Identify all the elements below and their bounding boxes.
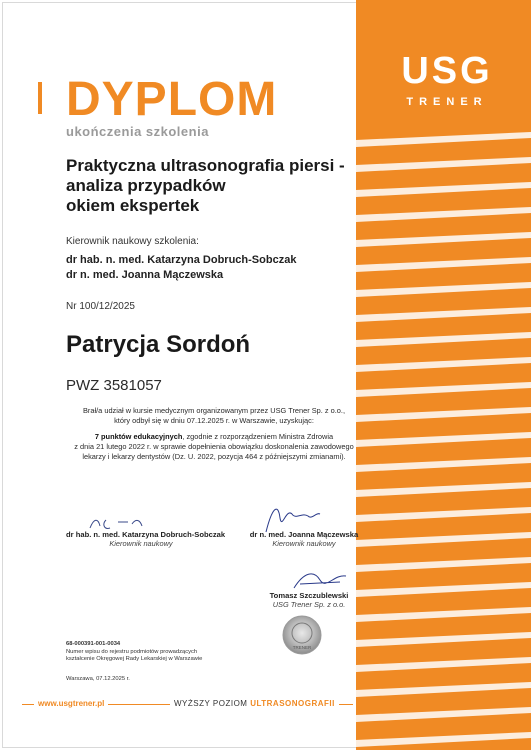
diploma-title: DYPLOM: [66, 73, 278, 126]
hologram-seal: [282, 615, 322, 655]
footer-website-link[interactable]: www.usgtrener.pl: [34, 699, 108, 708]
body-text-line: lekarzy i lekarzy dentystów (Dz. U. 2022, pozycja 464 z późniejszymi zmianami).: [82, 452, 346, 461]
scientific-director-label: Kierownik naukowy szkolenia:: [66, 236, 199, 247]
tagline-plain: WYŻSZY POZIOM: [174, 699, 251, 708]
signatory-name: dr n. med. Joanna Mączewska: [249, 530, 359, 539]
body-text-line: Brał/a udział w kursie medycznym organizowanym przez USG Trener Sp. z o.o.,: [82, 406, 346, 415]
signature-block-2: [245, 530, 363, 548]
signatory-role: Kierownik naukowy: [272, 539, 336, 548]
education-points: 7 punktów edukacyjnych: [94, 432, 183, 441]
registry-text: kształcenie Okręgowej Rady Lekarskiej w Warszawie: [66, 656, 203, 662]
course-title-line: okiem ekspertek: [66, 196, 200, 215]
body-text-line: z dnia 21 lutego 2022 r. w sprawie dopełnienia obowiązku doskonalenia zawodowego: [74, 442, 354, 451]
diploma-subtitle: ukończenia szkolenia: [66, 124, 209, 139]
usg-trener-logo: [392, 52, 502, 108]
participant-name: Patrycja Sordoń: [66, 331, 251, 358]
registry-info: [66, 641, 202, 664]
signatory-role: USG Trener Sp. z o.o.: [272, 600, 346, 609]
orange-stripe-band: [356, 0, 531, 750]
scientific-director-name: dr n. med. Joanna Mączewska: [66, 269, 224, 281]
place-and-date: Warszawa, 07.12.2025 r.: [66, 676, 130, 682]
svg-text:TRENER: TRENER: [292, 645, 312, 650]
logo-subtext: TRENER: [406, 96, 488, 108]
signature-block-3: [256, 591, 362, 609]
footer-tagline: [170, 699, 339, 708]
body-text-line: [66, 432, 362, 442]
registry-number: 68-000391-001-0034: [66, 641, 121, 647]
logo-text: USG: [401, 50, 493, 92]
body-text-line: który odbył się w dniu 07.12.2025 r. w Warszawie, uzyskując:: [114, 416, 314, 425]
diploma-number: Nr 100/12/2025: [66, 301, 135, 312]
body-text-fragment: , zgodnie z rozporządzeniem Ministra Zdrowia: [182, 432, 334, 441]
signatory-role: Kierownik naukowy: [109, 539, 173, 548]
scientific-director-name: dr hab. n. med. Katarzyna Dobruch-Sobczak: [66, 254, 297, 266]
pwz-number: PWZ 3581057: [66, 377, 162, 394]
signatory-name: Tomasz Szczublewski: [269, 591, 349, 600]
course-title-line: Praktyczna ultrasonografia piersi -: [66, 156, 345, 175]
signature-block-1: [66, 530, 226, 548]
course-title: [66, 156, 376, 216]
title-accent-bar: [38, 82, 42, 114]
tagline-highlight: ULTRASONOGRAFII: [250, 699, 335, 708]
registry-text: Numer wpisu do rejestru podmiotów prowadzących: [66, 648, 198, 655]
signatory-name: dr hab. n. med. Katarzyna Dobruch-Sobczak: [66, 530, 226, 539]
course-title-line: analiza przypadków: [66, 176, 226, 195]
